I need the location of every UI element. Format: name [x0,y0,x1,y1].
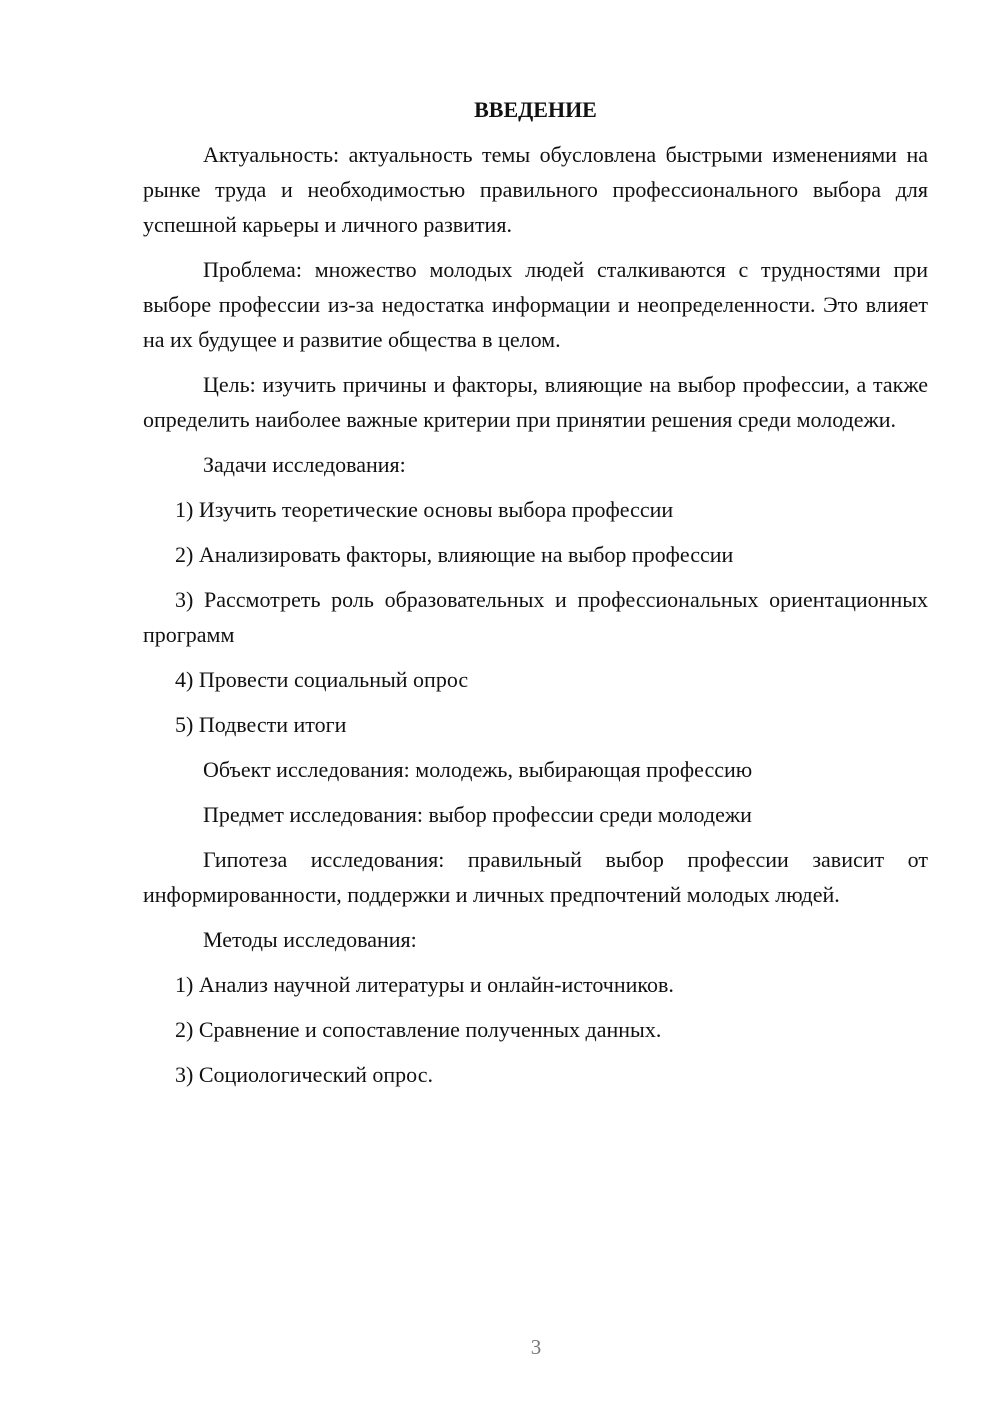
task-item: 2) Анализировать факторы, влияющие на выбор профессии [175,542,734,567]
task-item: 1) Изучить теоретические основы выбора профессии [175,497,674,522]
methods-heading: Методы исследования: [203,927,417,952]
section-title: ВВЕДЕНИЕ [474,97,597,122]
document-body [143,94,928,1102]
research-object: Объект исследования: молодежь, выбирающая профессию [203,757,753,782]
page-number: 3 [530,1335,542,1359]
task-item: 4) Провести социальный опрос [175,667,469,692]
method-item: 3) Социологический опрос. [175,1062,433,1087]
problem-paragraph: Проблема: множество молодых людей сталкиваются с трудностями при выборе профессии из-за недостатка информации и неопределенности. Это влияет на их будущее и развитие общества в целом. [143,257,928,352]
relevance-paragraph: Актуальность: актуальность темы обусловлена быстрыми изменениями на рынке труда и необходимостью правильного профессионального выбора для успешной карьеры и личного развития. [143,142,928,237]
tasks-heading: Задачи исследования: [203,452,406,477]
task-item: 5) Подвести итоги [175,712,347,737]
goal-paragraph: Цель: изучить причины и факторы, влияющие на выбор профессии, а также определить наиболее важные критерии при принятии решения среди молодежи. [143,372,928,432]
task-item: 3) Рассмотреть роль образовательных и профессиональных ориентационных программ [143,587,928,647]
method-item: 1) Анализ научной литературы и онлайн-источников. [175,972,674,997]
research-subject: Предмет исследования: выбор профессии среди молодежи [203,802,752,827]
hypothesis-paragraph: Гипотеза исследования: правильный выбор профессии зависит от информированности, поддержки и личных предпочтений молодых людей. [143,847,928,907]
method-item: 2) Сравнение и сопоставление полученных данных. [175,1017,662,1042]
